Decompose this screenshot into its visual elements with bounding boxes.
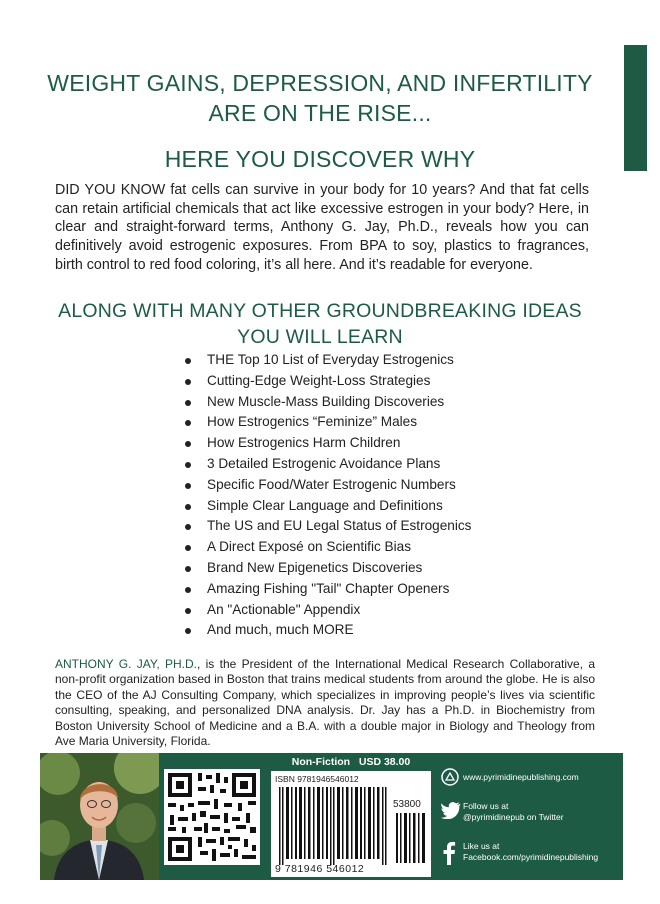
author-photo [40, 753, 159, 880]
category-label: Non-Fiction [291, 756, 351, 768]
subheadline: HERE YOU DISCOVER WHY [164, 146, 476, 172]
pyrimidine-logo-icon [441, 768, 459, 786]
barcode [277, 787, 391, 865]
headline-line-1: WEIGHT GAINS, DEPRESSION, AND INFERTILITY [47, 70, 593, 96]
feature-list [185, 350, 471, 641]
qr-code [164, 769, 260, 865]
barcode-digits: 9 781946 546012 [275, 863, 365, 875]
list-item: An "Actionable" Appendix [185, 600, 471, 621]
bullet-icon [185, 524, 191, 530]
section-heading-line-2: YOU WILL LEARN [237, 326, 403, 348]
bullet-icon [185, 462, 191, 468]
author-name: ANTHONY G. JAY, PH.D. [55, 657, 197, 671]
bullet-icon [185, 379, 191, 385]
twitter-icon [441, 801, 461, 819]
bullet-icon [185, 441, 191, 447]
facebook-icon [441, 841, 457, 865]
list-item: Brand New Epigenetics Discoveries [185, 558, 471, 579]
list-item: A Direct Exposé on Scientific Bias [185, 537, 471, 558]
bullet-icon [185, 608, 191, 614]
list-item: Cutting-Edge Weight-Loss Strategies [185, 371, 471, 392]
author-bio-text: , is the President of the International Medical Research Collaborative, a non-profit organization based in Boston that trains medical students from around the globe. He is also the CEO of the AJ Consulting Company, which specializes in improving people’s lives via scientific consulting, speaking, and personalized DNA analysis. Dr. Jay has a Ph.D. in Biochemistry from Boston University School of Medicine and a B.A. with a double major in Biology and Theology from Ave Maria University, Florida. [55, 657, 595, 749]
bullet-icon [185, 587, 191, 593]
headline [40, 68, 600, 128]
website-url: www.pyrimidinepublishing.com [463, 772, 579, 782]
price-code: 53800 [393, 799, 421, 810]
list-item: Simple Clear Language and Definitions [185, 496, 471, 517]
list-item: Amazing Fishing "Tail" Chapter Openers [185, 579, 471, 600]
intro-paragraph: DID YOU KNOW fat cells can survive in your body for 10 years? And that fat cells can retain artificial chemicals that act like excessive estrogen in your body? Here, in clear and straight-forward terms, Anthony G. Jay, Ph.D., reveals how you can definitively avoid estrogenic exposures. From BPA to soy, plastics to fragrances, birth control to red food coloring, it’s all here. And it’s readable for everyone. [55, 182, 589, 273]
section-heading-line-1: ALONG WITH MANY OTHER GROUNDBREAKING IDEAS [58, 300, 582, 322]
list-item: How Estrogenics Harm Children [185, 433, 471, 454]
bullet-icon [185, 420, 191, 426]
list-item: The US and EU Legal Status of Estrogenics [185, 516, 471, 537]
bullet-icon [185, 483, 191, 489]
bullet-icon [185, 628, 191, 634]
price-label: USD 38.00 [358, 756, 411, 768]
bullet-icon [185, 504, 191, 510]
bullet-icon [185, 358, 191, 364]
headline-line-2: ARE ON THE RISE... [208, 100, 432, 126]
list-item: How Estrogenics “Feminize” Males [185, 412, 471, 433]
price-barcode [395, 813, 427, 863]
category-price [271, 756, 431, 768]
isbn-number: ISBN 9781946546012 [275, 774, 359, 784]
side-accent-bar [624, 45, 647, 171]
bullet-icon [185, 400, 191, 406]
author-bio [55, 657, 595, 749]
section-heading [40, 298, 600, 350]
bullet-icon [185, 545, 191, 551]
twitter-text: Follow us at @pyrimidinepub on Twitter [463, 801, 564, 822]
list-item: New Muscle-Mass Building Discoveries [185, 392, 471, 413]
footer-band [40, 753, 623, 880]
list-item: And much, much MORE [185, 620, 471, 641]
facebook-text: Like us at Facebook.com/pyrimidinepublishing [463, 841, 599, 862]
barcode-box [271, 771, 431, 877]
list-item: THE Top 10 List of Everyday Estrogenics [185, 350, 471, 371]
list-item: Specific Food/Water Estrogenic Numbers [185, 475, 471, 496]
bullet-icon [185, 566, 191, 572]
list-item: 3 Detailed Estrogenic Avoidance Plans [185, 454, 471, 475]
